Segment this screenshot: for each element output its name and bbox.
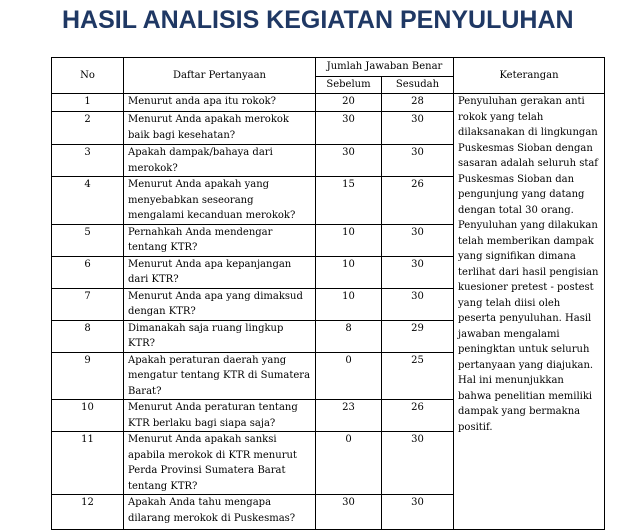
row-question: Menurut anda apa itu rokok?	[124, 94, 316, 112]
row-before: 30	[316, 112, 382, 145]
row-before: 15	[316, 177, 382, 225]
note-text: Penyuluhan gerakan anti rokok yang telah dilaksanakan di lingkungan Puskesmas Sioban dengan sasaran adalah seluruh staf Puskesmas Sioban dan pengunjung yang datang dengan total 30 orang. Penyuluhan yang dilakukan telah memberikan dampak yang signifikan dimana terlihat dari hasil pengisian kuesioner pretest - postest yang telah diisi oleh peserta penyuluhan. Hasil jawaban mengalami peningktan untuk seluruh pertanyaan yang diajukan. Hal ini menunjukkan bahwa penelitian memiliki dampak yang bermakna positif.	[458, 96, 599, 433]
row-number: 12	[52, 495, 124, 530]
row-after: 28	[382, 94, 454, 112]
row-before: 20	[316, 94, 382, 112]
row-after: 30	[382, 112, 454, 145]
row-after: 25	[382, 352, 454, 400]
row-question: Dimanakah saja ruang lingkup KTR?	[124, 320, 316, 352]
row-after: 30	[382, 495, 454, 530]
row-question: Menurut Anda apakah merokok baik bagi kesehatan?	[124, 112, 316, 145]
row-after: 30	[382, 145, 454, 177]
header-before: Sebelum	[316, 77, 382, 94]
row-number: 10	[52, 400, 124, 432]
row-after: 30	[382, 224, 454, 256]
row-after: 30	[382, 256, 454, 288]
row-question: Apakah Anda tahu mengapa dilarang merokok di Puskesmas?	[124, 495, 316, 530]
row-after: 30	[382, 432, 454, 495]
table-row	[52, 94, 605, 112]
row-number: 6	[52, 256, 124, 288]
row-before: 30	[316, 495, 382, 530]
row-before: 30	[316, 145, 382, 177]
row-after: 26	[382, 400, 454, 432]
row-before: 0	[316, 432, 382, 495]
row-number: 7	[52, 288, 124, 320]
note-cell	[454, 94, 605, 530]
row-number: 1	[52, 94, 124, 112]
row-number: 4	[52, 177, 124, 225]
row-number: 8	[52, 320, 124, 352]
row-number: 3	[52, 145, 124, 177]
page-title: HASIL ANALISIS KEGIATAN PENYULUHAN	[62, 6, 574, 34]
header-correct-answers: Jumlah Jawaban Benar	[316, 58, 454, 77]
row-question: Menurut Anda apakah yang menyebabkan seseorang mengalami kecanduan merokok?	[124, 177, 316, 225]
row-question: Pernahkah Anda mendengar tentang KTR?	[124, 224, 316, 256]
row-number: 5	[52, 224, 124, 256]
row-before: 10	[316, 224, 382, 256]
row-number: 2	[52, 112, 124, 145]
row-question: Menurut Anda peraturan tentang KTR berlaku bagi siapa saja?	[124, 400, 316, 432]
row-before: 8	[316, 320, 382, 352]
row-before: 10	[316, 288, 382, 320]
header-after: Sesudah	[382, 77, 454, 94]
header-question: Daftar Pertanyaan	[124, 58, 316, 94]
row-before: 10	[316, 256, 382, 288]
row-number: 9	[52, 352, 124, 400]
row-before: 23	[316, 400, 382, 432]
row-before: 0	[316, 352, 382, 400]
row-after: 26	[382, 177, 454, 225]
row-question: Menurut Anda apa kepanjangan dari KTR?	[124, 256, 316, 288]
header-note: Keterangan	[454, 58, 605, 94]
row-question: Apakah dampak/bahaya dari merokok?	[124, 145, 316, 177]
analysis-table	[51, 57, 605, 530]
row-question: Apakah peraturan daerah yang mengatur tentang KTR di Sumatera Barat?	[124, 352, 316, 400]
row-after: 30	[382, 288, 454, 320]
row-after: 29	[382, 320, 454, 352]
row-question: Menurut Anda apa yang dimaksud dengan KTR?	[124, 288, 316, 320]
row-question: Menurut Anda apakah sanksi apabila merokok di KTR menurut Perda Provinsi Sumatera Barat tentang KTR?	[124, 432, 316, 495]
header-no: No	[52, 58, 124, 94]
row-number: 11	[52, 432, 124, 495]
